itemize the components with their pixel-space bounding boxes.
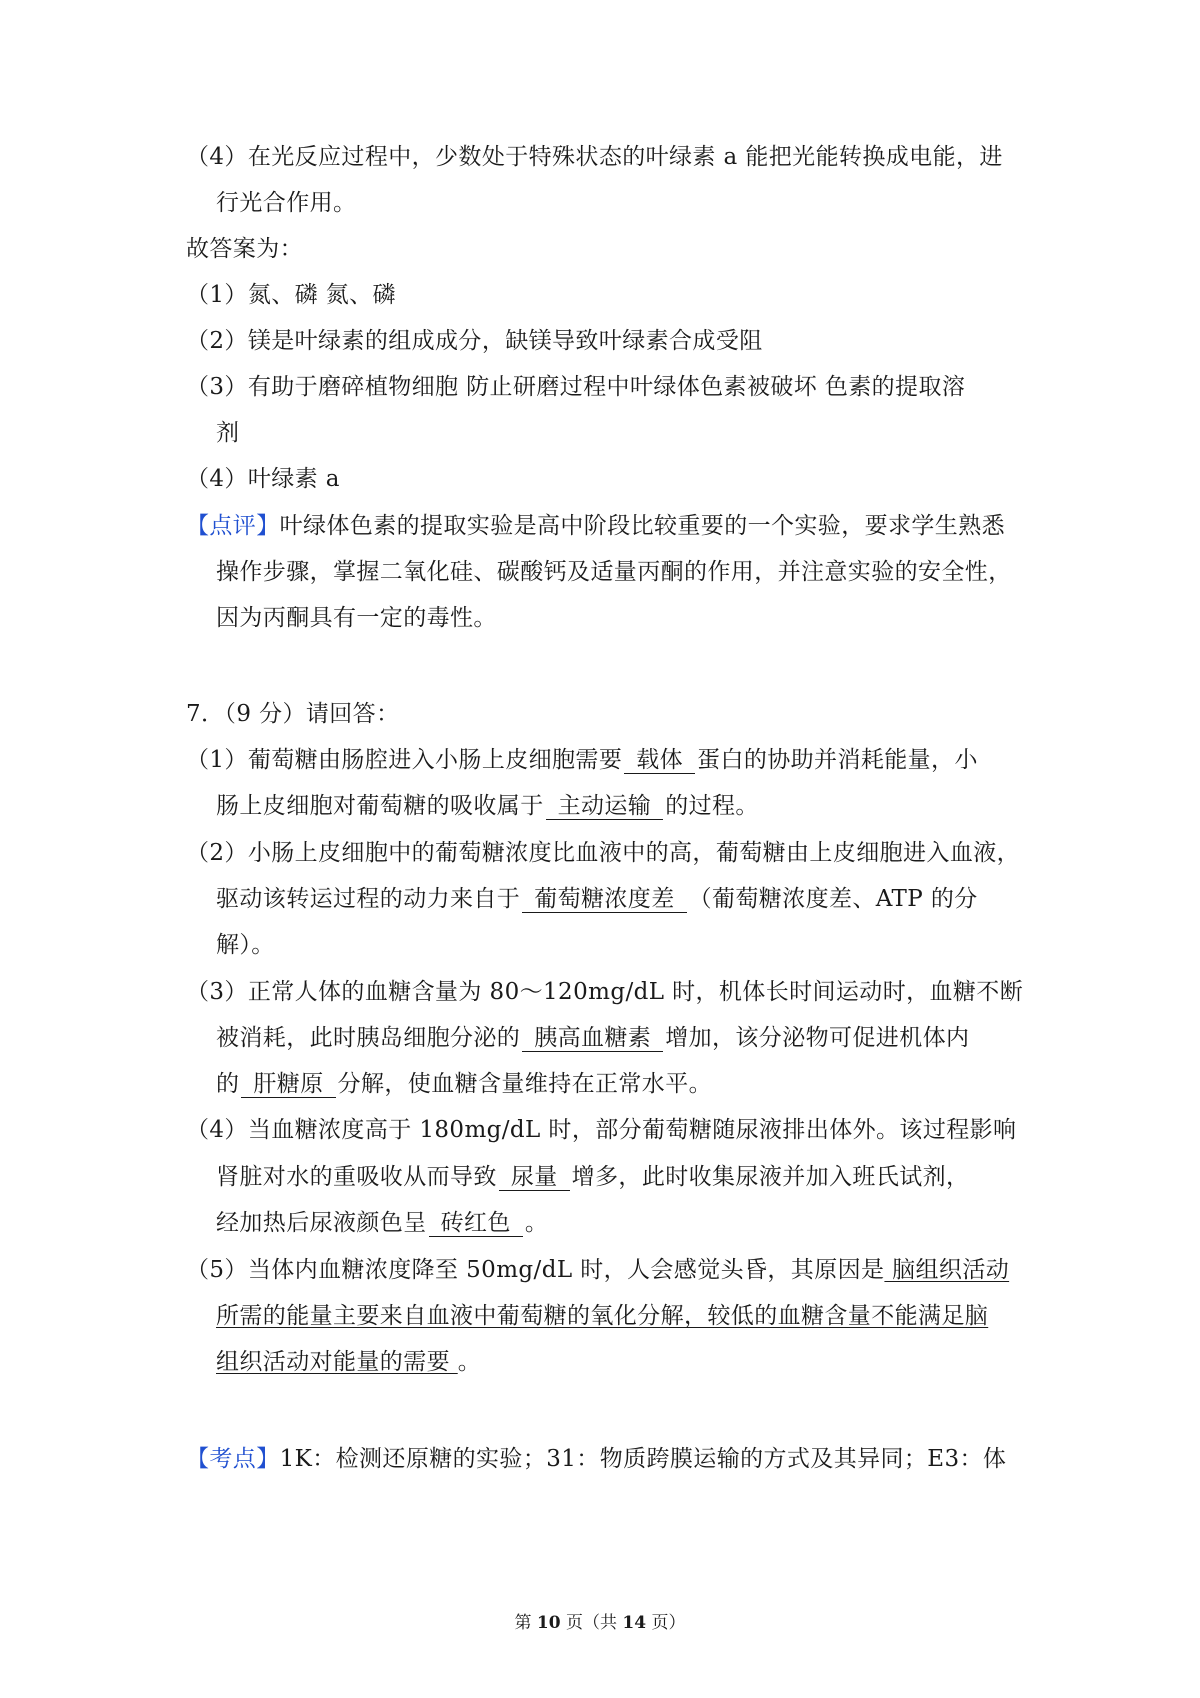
q7-s5-post3: 。 bbox=[457, 1349, 482, 1375]
q7-s1-line1 bbox=[186, 745, 978, 775]
answer-2: （2）镁是叶绿素的组成成分，缺镁导致叶绿素合成受阻 bbox=[186, 328, 763, 354]
q7-s5-line3 bbox=[216, 1347, 481, 1377]
q7-s3-post2: 增加，该分泌物可促进机体内 bbox=[665, 1025, 970, 1051]
footer-total-pages: 14 bbox=[622, 1613, 647, 1633]
q7-s4-pre2: 肾脏对水的重吸收从而导致 bbox=[216, 1164, 497, 1190]
q7-s4-answer-1: 尿量 bbox=[499, 1164, 570, 1191]
answer-heading: 故答案为： bbox=[186, 236, 303, 262]
q7-s3-answer-2: 肝糖原 bbox=[241, 1071, 335, 1098]
kaodian-tag: 【考点】 bbox=[186, 1446, 280, 1472]
q7-s1-answer-1: 载体 bbox=[624, 747, 695, 774]
q7-s2-post2: （葡萄糖浓度差、ATP 的分 bbox=[688, 886, 978, 912]
q7-s2-line1: （2）小肠上皮细胞中的葡萄糖浓度比血液中的高，葡萄糖由上皮细胞进入血液， bbox=[186, 840, 1021, 866]
review-line2: 操作步骤，掌握二氧化硅、碳酸钙及适量丙酮的作用，并注意实验的安全性， bbox=[216, 559, 1012, 585]
q7-s4-line2 bbox=[216, 1162, 969, 1192]
q7-s3-answer-1: 胰高血糖素 bbox=[522, 1025, 663, 1052]
analysis-p4-line2: 行光合作用。 bbox=[216, 190, 357, 216]
q7-s3-post3: 分解，使血糖含量维持在正常水平。 bbox=[337, 1071, 713, 1097]
footer-pre: 第 bbox=[514, 1613, 537, 1633]
q7-s2-pre2: 驱动该转运过程的动力来自于 bbox=[216, 886, 521, 912]
page-footer bbox=[0, 1612, 1200, 1634]
q7-s1-answer-2: 主动运输 bbox=[546, 793, 664, 820]
q7-s1-pre2: 肠上皮细胞对葡萄糖的吸收属于 bbox=[216, 793, 544, 819]
q7-s1-pre1: （1）葡萄糖由肠腔进入小肠上皮细胞需要 bbox=[186, 747, 623, 773]
footer-post: 页） bbox=[646, 1613, 686, 1633]
q7-s5-answer-part3: 组织活动对能量的需要 bbox=[216, 1349, 458, 1375]
review-line1 bbox=[186, 511, 1005, 541]
q7-s1-line2 bbox=[216, 791, 759, 821]
q7-s5-line1 bbox=[186, 1255, 1009, 1285]
q7-s4-pre3: 经加热后尿液颜色呈 bbox=[216, 1210, 427, 1236]
answer-4: （4）叶绿素 a bbox=[186, 466, 340, 492]
answer-1: （1）氮、磷 氮、磷 bbox=[186, 282, 396, 308]
q7-s3-line2 bbox=[216, 1023, 969, 1053]
answer-3-line2: 剂 bbox=[216, 420, 240, 446]
q7-s1-post2: 的过程。 bbox=[665, 793, 759, 819]
q7-s4-answer-2: 砖红色 bbox=[429, 1210, 523, 1237]
answer-3-line1: （3）有助于磨碎植物细胞 防止研磨过程中叶绿体色素被破坏 色素的提取溶 bbox=[186, 374, 966, 400]
q7-s3-pre2: 被消耗，此时胰岛细胞分泌的 bbox=[216, 1025, 521, 1051]
review-tag: 【点评】 bbox=[186, 513, 280, 539]
q7-s2-line3: 解）。 bbox=[216, 932, 275, 958]
footer-page-number: 10 bbox=[536, 1613, 561, 1633]
q7-s5-answer-part2: 所需的能量主要来自血液中葡萄糖的氧化分解，较低的血糖含量不能满足脑 bbox=[216, 1303, 989, 1329]
q7-s2-line2 bbox=[216, 884, 978, 914]
q7-s4-line1: （4）当血糖浓度高于 180mg/dL 时，部分葡萄糖随尿液排出体外。该过程影响 bbox=[186, 1117, 1017, 1143]
review-text-1: 叶绿体色素的提取实验是高中阶段比较重要的一个实验，要求学生熟悉 bbox=[279, 513, 1006, 539]
q7-s4-post2: 增多，此时收集尿液并加入班氏试剂， bbox=[571, 1164, 970, 1190]
q7-s5-answer-part1: 脑组织活动 bbox=[884, 1257, 1010, 1283]
q7-s2-answer: 葡萄糖浓度差 bbox=[522, 886, 686, 913]
q7-s5-pre1: （5）当体内血糖浓度降至 50mg/dL 时，人会感觉头昏，其原因是 bbox=[186, 1257, 885, 1283]
q7-s4-line3 bbox=[216, 1208, 548, 1238]
q7-s3-pre3: 的 bbox=[216, 1071, 240, 1097]
q7-s1-post1: 蛋白的协助并消耗能量，小 bbox=[697, 747, 978, 773]
footer-mid: 页（共 bbox=[560, 1613, 623, 1633]
analysis-p4-line1: （4）在光反应过程中，少数处于特殊状态的叶绿素 a 能把光能转换成电能，进 bbox=[186, 144, 1003, 170]
q7-s5-line2 bbox=[216, 1301, 988, 1331]
q7-s3-line3 bbox=[216, 1069, 712, 1099]
kaodian-text: 1K：检测还原糖的实验；31：物质跨膜运输的方式及其异同；E3：体 bbox=[279, 1446, 1007, 1472]
review-line3: 因为丙酮具有一定的毒性。 bbox=[216, 605, 497, 631]
q7-s4-post3: 。 bbox=[524, 1210, 549, 1236]
q7-title: 7．（9 分）请回答： bbox=[186, 701, 400, 727]
q7-s3-line1: （3）正常人体的血糖含量为 80～120mg/dL 时，机体长时间运动时，血糖不断 bbox=[186, 979, 1024, 1005]
kaodian-line bbox=[186, 1444, 1006, 1474]
